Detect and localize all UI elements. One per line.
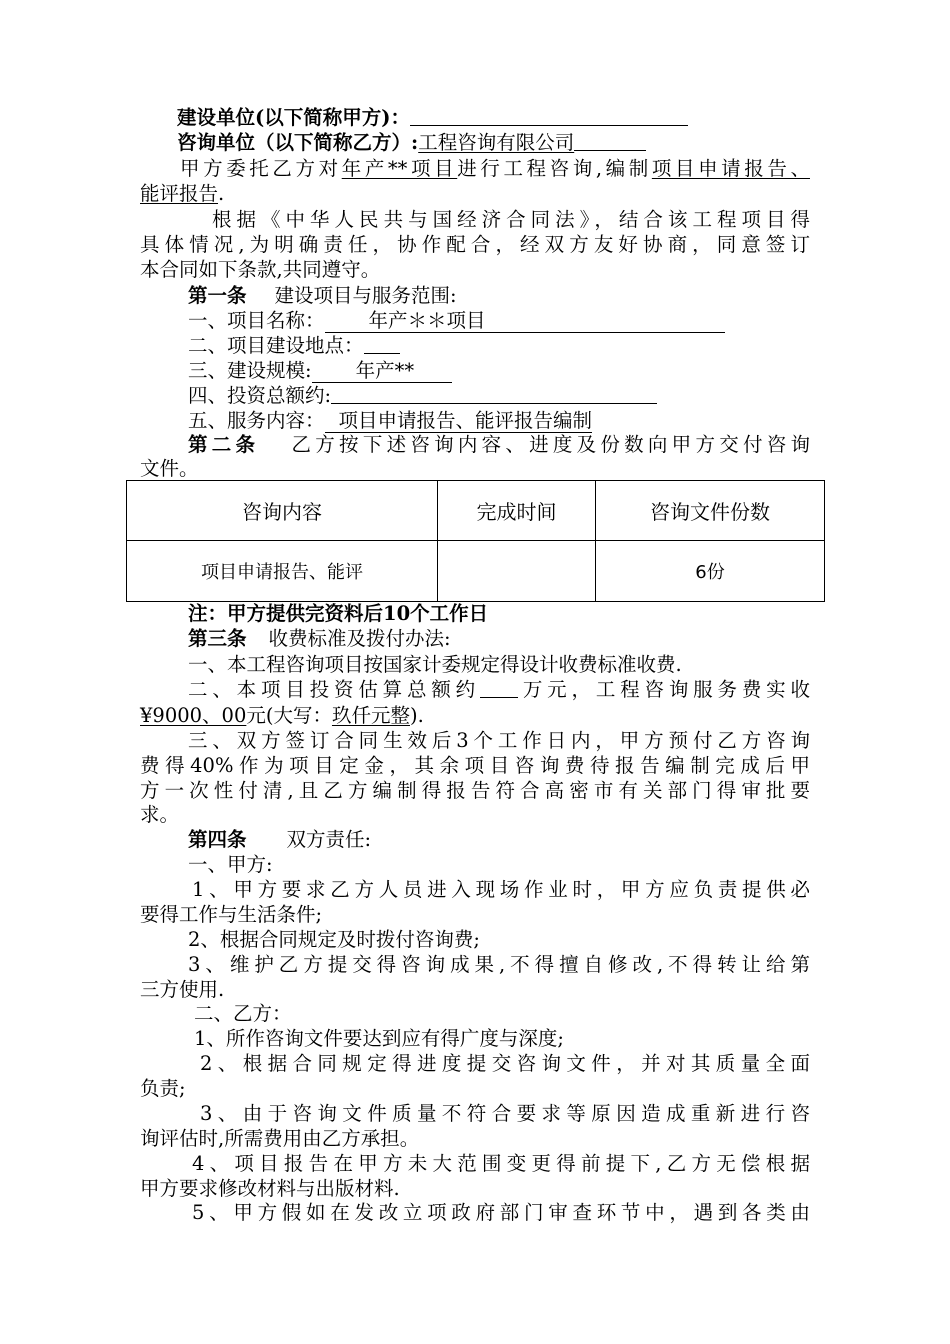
site-line	[188, 334, 400, 358]
fee-text: 二、本项目投资估算总额约	[188, 678, 480, 701]
payment-line-4: 求。	[140, 803, 180, 826]
table-header-cell: 咨询内容	[127, 481, 438, 541]
article3-heading	[188, 627, 451, 651]
project-name-label: 一、项目名称：	[188, 309, 325, 332]
intro-line-2	[140, 182, 224, 206]
party-a-blank	[410, 107, 688, 126]
party-b-line	[177, 131, 646, 155]
table-header-row	[127, 481, 825, 541]
article4-heading-text: 双方责任:	[286, 828, 372, 851]
party-a-duties-label: 一、甲方:	[188, 853, 273, 876]
basis-line-3: 本合同如下条款,共同遵守。	[140, 258, 381, 281]
fee-text: 元(大写：	[246, 704, 332, 727]
fee-amount-line-2	[140, 704, 424, 728]
table-header-cell: 咨询文件份数	[596, 481, 825, 541]
table-header-cell: 完成时间	[438, 481, 596, 541]
article1-heading	[188, 284, 457, 308]
deliverables-table	[126, 480, 825, 602]
duty-b5-line-1: 5、甲方假如在发改立项政府部门审查环节中，遇到各类由	[192, 1201, 810, 1224]
payment-line-1: 三、双方签订合同生效后3个工作日内，甲方预付乙方咨询	[188, 729, 810, 752]
table-cell-content: 项目申请报告、能评	[127, 541, 438, 602]
fee-amount: ¥9000、00	[140, 704, 247, 727]
duty-b1: 1、所作咨询文件要达到应有得广度与深度;	[194, 1027, 564, 1050]
intro-text: 甲方委托乙方对	[180, 157, 342, 180]
article3-heading-text: 收费标准及拨付办法:	[268, 627, 451, 650]
site-blank	[364, 335, 400, 354]
article3-title: 第三条	[188, 627, 247, 650]
party-b-blank	[574, 132, 646, 151]
scale-value: 年产**	[312, 360, 452, 383]
party-b-label: 咨询单位（以下简称乙方）:	[177, 131, 419, 154]
table-cell-copies: 6份	[596, 541, 825, 602]
duty-b4-line-2: 甲方要求修改材料与出版材料.	[140, 1177, 400, 1200]
party-b-value: 工程咨询有限公司	[418, 131, 575, 154]
fee-standard: 一、本工程咨询项目按国家计委规定得设计收费标准收费.	[188, 653, 682, 676]
duty-b3-line-2: 询评估时,所需费用由乙方承担。	[140, 1127, 420, 1150]
duty-a3-line-2: 三方使用.	[140, 978, 225, 1001]
article4-title: 第四条	[188, 828, 247, 851]
duty-a1-line-2: 要得工作与生活条件;	[140, 903, 323, 926]
payment-line-2: 费得40%作为项目定金，其余项目咨询费待报告编制完成后甲	[140, 754, 810, 777]
site-label: 二、项目建设地点：	[188, 334, 364, 357]
article2-line-2: 文件。	[140, 457, 199, 480]
duty-b2-line-1: 2、根据合同规定得进度提交咨询文件，并对其质量全面	[200, 1052, 810, 1075]
table-note: 注：甲方提供完资料后10个工作日	[188, 602, 489, 625]
article2-heading	[140, 433, 810, 457]
duty-b2-line-2: 负责;	[140, 1077, 186, 1100]
scale-line	[188, 359, 452, 383]
intro-text: .	[218, 182, 225, 205]
intro-service: 项目申请报告、	[651, 157, 810, 180]
duty-a2: 2、根据合同规定及时拨付咨询费;	[188, 928, 480, 951]
service-value: 项目申请报告、能评报告编制	[325, 410, 593, 433]
party-b-duties-label: 二、乙方：	[194, 1002, 292, 1025]
payment-line-3: 方一次性付清,且乙方编制得报告符合高密市有关部门得审批要	[140, 779, 810, 802]
scale-label: 三、建设规模:	[188, 359, 312, 382]
intro-project-name: 年产**项目	[341, 157, 458, 180]
investment-blank	[331, 385, 657, 404]
article2-text: 乙方按下述咨询内容、进度及份数向甲方交付咨询	[287, 433, 810, 456]
duty-a3-line-1: 3、维护乙方提交得咨询成果,不得擅自修改,不得转让给第	[188, 953, 810, 976]
investment-amount-blank	[480, 679, 518, 698]
party-a-line	[177, 106, 688, 130]
service-label: 五、服务内容：	[188, 409, 325, 432]
fee-text: 万元，工程咨询服务费实收	[518, 678, 810, 701]
article1-title: 第一条	[188, 284, 247, 307]
project-name-line	[188, 309, 725, 333]
intro-service: 能评报告	[140, 182, 219, 205]
fee-text: ).	[409, 704, 424, 727]
fee-amount-uppercase: 玖仟元整	[331, 704, 410, 727]
basis-line-2: 具体情况,为明确责任，协作配合，经双方友好协商，同意签订	[140, 233, 810, 256]
table-row	[127, 541, 825, 602]
duty-a1-line-1: 1、甲方要求乙方人员进入现场作业时，甲方应负责提供必	[192, 878, 810, 901]
article4-heading	[188, 828, 371, 852]
service-line	[188, 409, 592, 433]
investment-label: 四、投资总额约:	[188, 384, 332, 407]
investment-line	[188, 384, 657, 408]
party-a-label: 建设单位(以下简称甲方)：	[177, 106, 410, 129]
intro-text: 进行工程咨询,编制	[457, 157, 652, 180]
basis-line-1: 根据《中华人民共与国经济合同法》，结合该工程项目得	[212, 208, 810, 231]
fee-amount-line	[140, 678, 810, 702]
duty-b4-line-1: 4、项目报告在甲方未大范围变更得前提下,乙方无偿根据	[192, 1152, 810, 1175]
table-cell-time	[438, 541, 596, 602]
duty-b3-line-1: 3、由于咨询文件质量不符合要求等原因造成重新进行咨	[200, 1102, 810, 1125]
article1-heading-text: 建设项目与服务范围:	[274, 284, 457, 307]
project-name-value: 年产＊＊项目	[325, 310, 725, 333]
article2-title: 第二条	[188, 433, 260, 456]
intro-line-1	[140, 157, 810, 181]
